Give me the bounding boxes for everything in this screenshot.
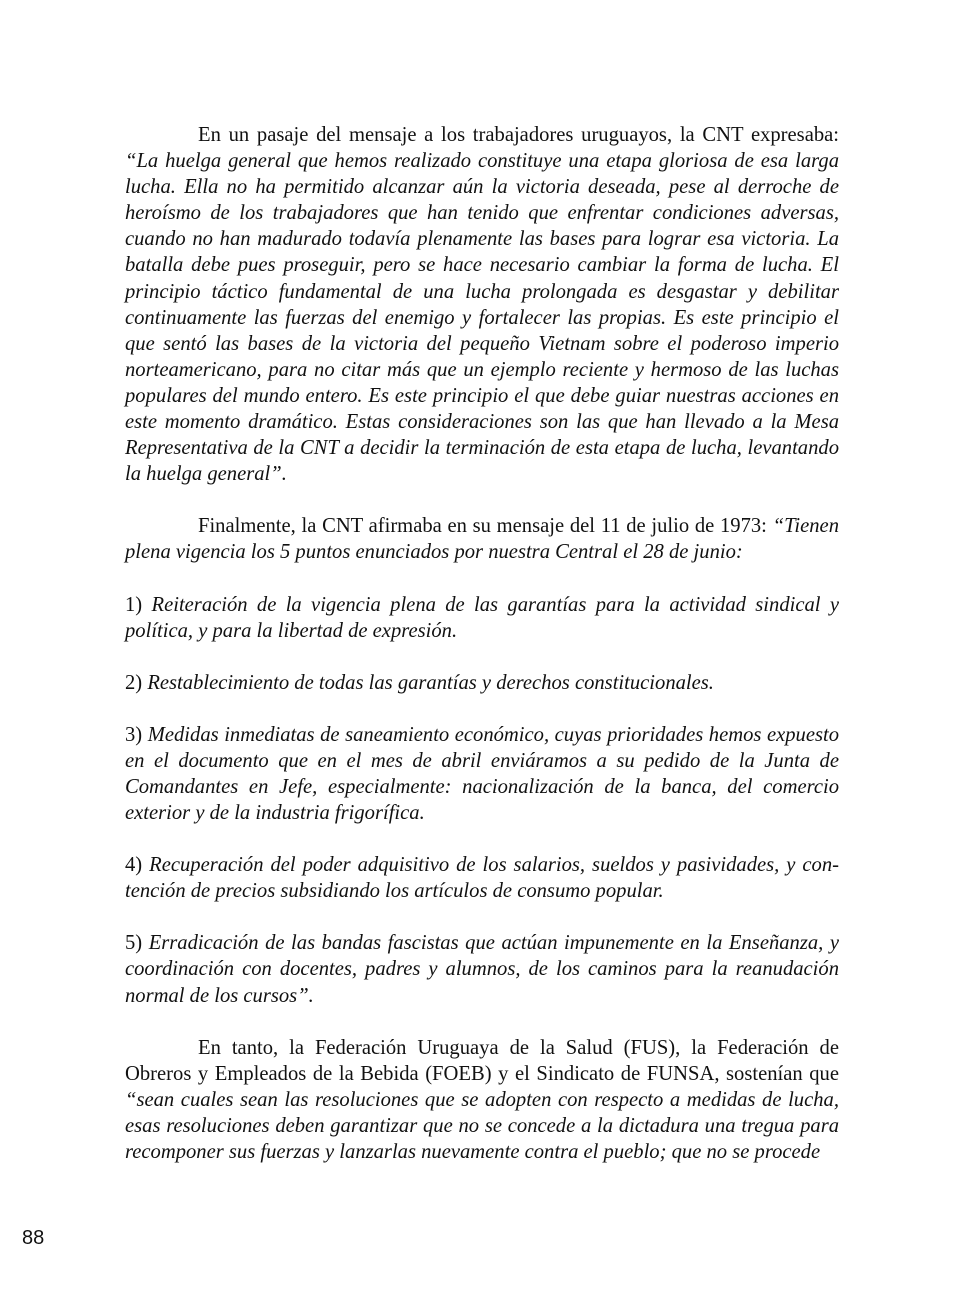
point-number: 2) xyxy=(125,671,148,694)
paragraph-final-message xyxy=(125,513,839,565)
paragraph-lead: En un pasaje del mensaje a los trabajadores uruguayos, la CNT expresaba: xyxy=(198,124,839,146)
paragraph-lead: En tanto, la Federación Uruguaya de la Salud (FUS), la Federación de Obreros y Empleados de la Bebida (FOEB) y el Sindicato de FUNSA, sostenían que xyxy=(125,1036,839,1085)
point-1 xyxy=(125,592,839,644)
closing-quote: “sean cuales sean las resoluciones que se adopten con respecto a medidas de lucha, esas resoluciones deben garantizar que no se concede a la dictadura una tregua para recomponer sus fuerzas y lanzarlas nuevamente contra el pueblo; que no se procede xyxy=(125,1088,839,1163)
paragraph-closing xyxy=(125,1035,839,1165)
point-text: Medidas inmediatas de saneamiento económico, cuyas prioridades hemos expuesto en el documento que en el mes de abril enviáramos a su pedido de la Junta de Comandantes en Jefe, especialmente: nacionalización de la banca, del comercio exterior y de la industria frigorífica. xyxy=(125,723,839,825)
paragraph-cnt-message xyxy=(125,122,839,487)
body-text xyxy=(125,122,839,1165)
paragraph-gap xyxy=(125,826,839,852)
paragraph-gap xyxy=(125,904,839,930)
point-3 xyxy=(125,722,839,826)
paragraph-gap xyxy=(125,487,839,513)
point-2 xyxy=(125,670,839,696)
paragraph-gap xyxy=(125,644,839,670)
point-number: 4) xyxy=(125,854,150,877)
point-text: Erradicación de las bandas fascistas que actúan impunemente en la Enseñanza, y coordinación con docentes, padres y alumnos, de los caminos para la reanudación normal de los cursos”. xyxy=(125,932,839,1007)
point-text: Reiteración de la vigencia plena de las garantías para la actividad sindical y política, y para la libertad de expresión. xyxy=(125,593,839,642)
page-number: 88 xyxy=(22,1227,45,1249)
point-4 xyxy=(125,852,839,904)
paragraph-lead: Finalmente, la CNT afirmaba en su mensaje del 11 de julio de 1973: xyxy=(198,515,773,538)
point-text: Restablecimiento de todas las garantías y derechos constitucionales. xyxy=(147,671,714,694)
point-number: 3) xyxy=(125,723,148,746)
point-number: 1) xyxy=(125,593,152,616)
point-text: Recuperación del poder adquisitivo de los salarios, sueldos y pasividades, y contención de precios subsidiando los artículos de consumo popular. xyxy=(125,854,839,903)
paragraph-gap xyxy=(125,1009,839,1035)
paragraph-gap xyxy=(125,696,839,722)
points-intro-quote: “Tienen plena vigencia los 5 puntos enunciados por nuestra Central el 28 de junio: xyxy=(125,515,839,564)
cnt-quote: “La huelga general que hemos realizado constituye una etapa gloriosa de esa larga lucha. Ella no ha permitido alcanzar aún la victoria deseada, pese al derroche de heroísmo de los trabajadores que han tenido que enfrentar condiciones adversas, cuando no han madurado todavía plenamente las bases para lograr esa victoria. La batalla debe pues proseguir, pero se hace necesario cambiar la forma de lucha. El principio táctico fundamental de una lucha prolongada es desgastar y debilitar continuamente las fuerzas del enemigo y fortalecer las propias. Es este principio el que sentó las bases de la victoria del pequeño Vietnam sobre el poderoso imperio norteamericano, para no citar más que un ejemplo reciente y hermoso de las luchas populares del mundo entero. Es este principio el que debe guiar nuestras acciones en este momento dramático. Estas consideraciones son las que han llevado a la Mesa Representativa de la CNT a decidir la terminación de esta etapa de lucha, levantando la huelga general”. xyxy=(125,150,839,486)
paragraph-gap xyxy=(125,566,839,592)
point-number: 5) xyxy=(125,932,149,955)
point-5 xyxy=(125,930,839,1008)
